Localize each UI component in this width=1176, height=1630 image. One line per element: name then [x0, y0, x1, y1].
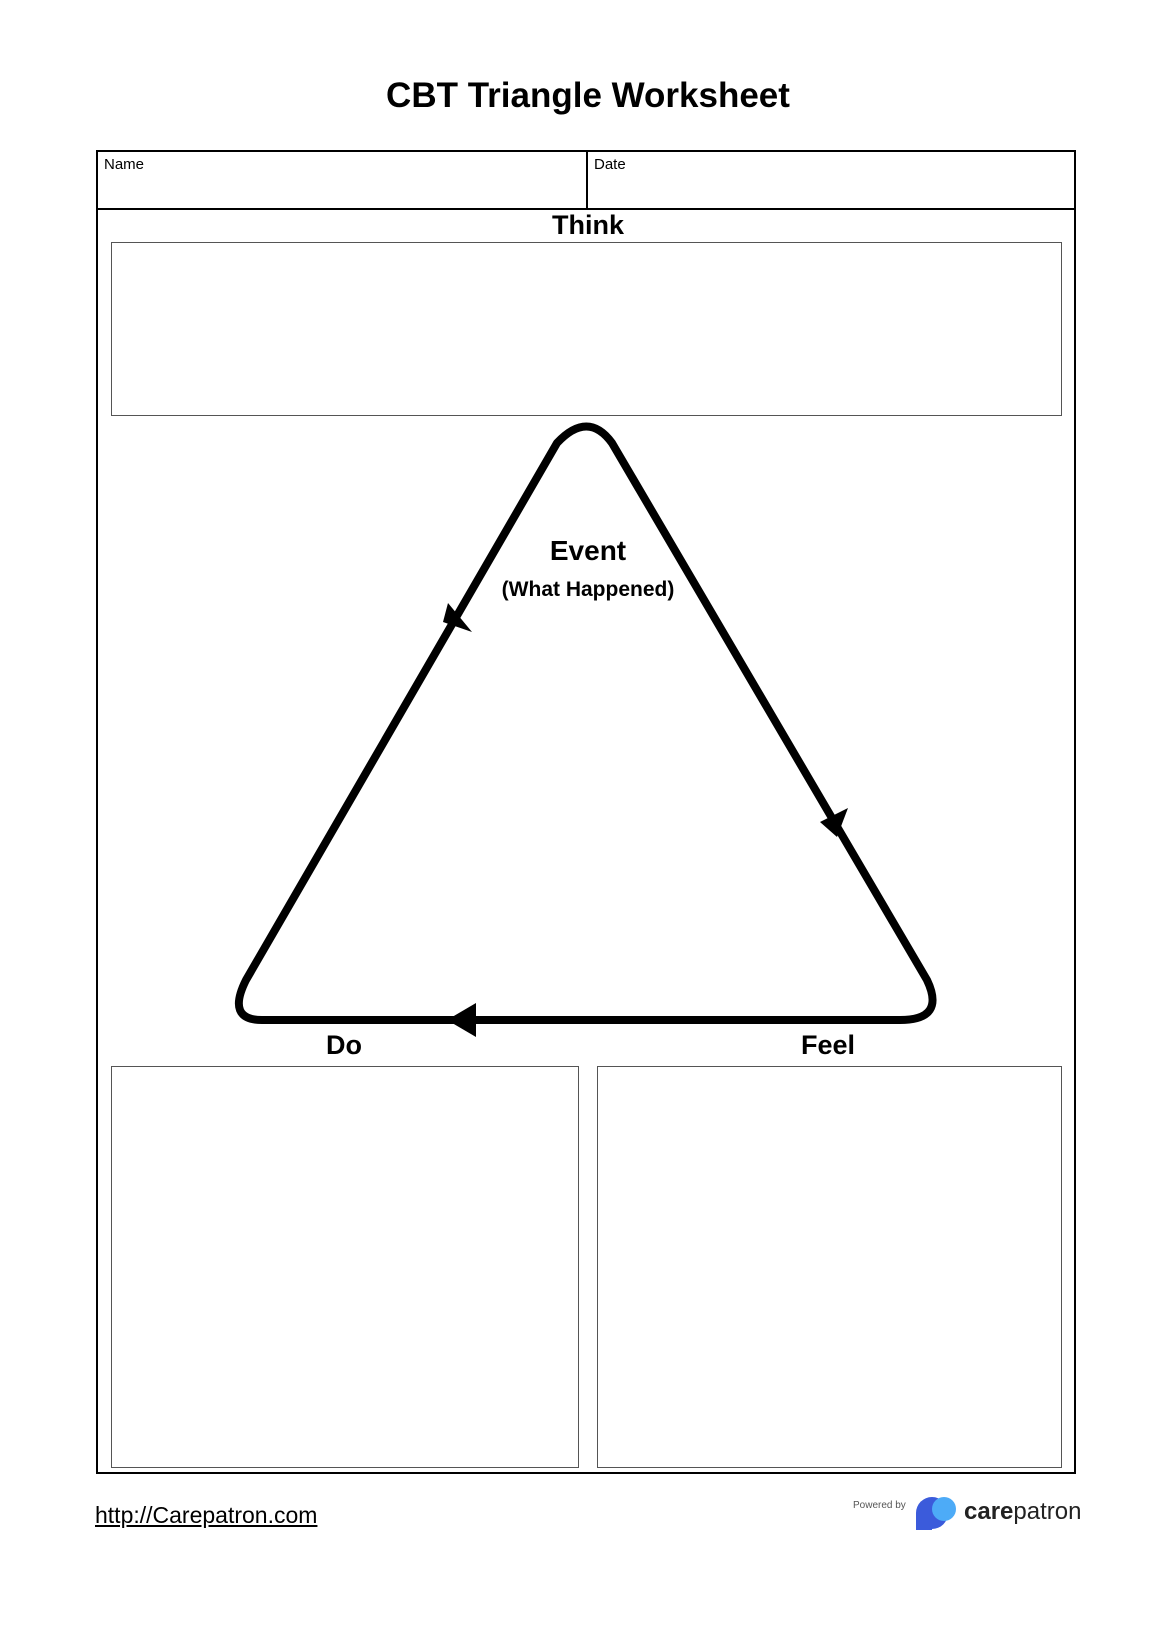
name-label: Name — [104, 156, 145, 173]
feel-box[interactable] — [597, 1066, 1062, 1468]
carepatron-brand — [964, 1498, 1081, 1526]
carepatron-logo-icon — [916, 1496, 962, 1530]
brand-bold: care — [964, 1498, 1014, 1525]
feel-label: Feel — [800, 1030, 856, 1060]
do-box[interactable] — [111, 1066, 579, 1468]
brand-light: patron — [1013, 1498, 1082, 1525]
event-subtitle: (What Happened) — [501, 578, 675, 601]
triangle-outline — [239, 427, 933, 1021]
powered-by-label: Powered by — [853, 1500, 906, 1511]
arrow-left-icon — [447, 1003, 476, 1037]
event-title: Event — [549, 535, 627, 566]
page-title: CBT Triangle Worksheet — [386, 76, 790, 115]
think-label: Think — [552, 210, 624, 240]
do-label: Do — [326, 1030, 362, 1060]
footer-link[interactable]: http://Carepatron.com — [95, 1502, 318, 1528]
date-label: Date — [594, 156, 626, 173]
